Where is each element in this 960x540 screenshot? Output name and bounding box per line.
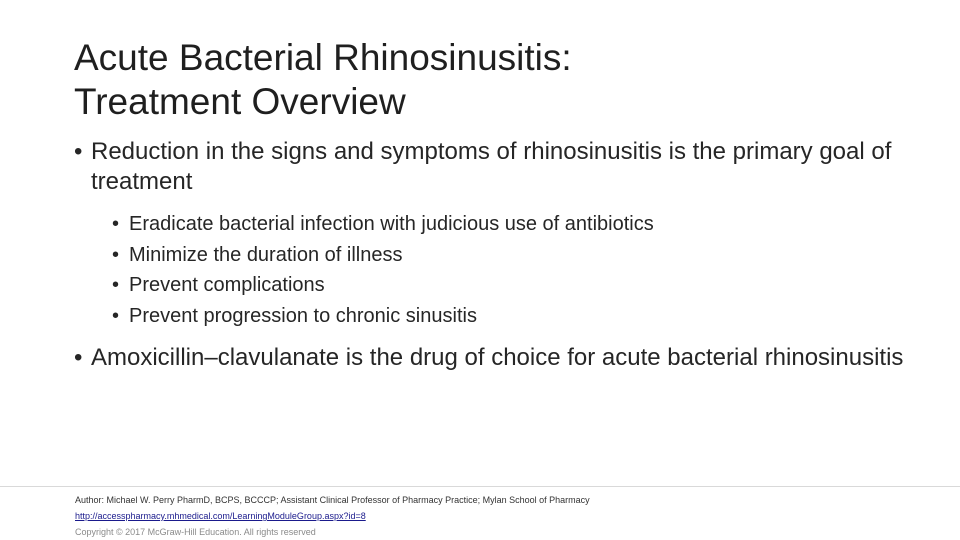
bullet-icon: •	[112, 274, 120, 296]
bullet-text: Amoxicillin–clavulanate is the drug of choice for acute bacterial rhinosinusitis	[91, 344, 904, 371]
sub-bullet-item	[112, 209, 914, 240]
footer-author: Author: Michael W. Perry PharmD, BCPS, BCCCP; Assistant Clinical Professor of Pharmacy Practice; Mylan School of Pharmacy	[75, 495, 590, 505]
footer-divider	[0, 486, 960, 487]
bullet-icon: •	[74, 138, 83, 165]
sub-bullet-item	[112, 270, 914, 301]
bullet-list	[74, 137, 914, 373]
footer-copyright: Copyright © 2017 McGraw-Hill Education. All rights reserved	[75, 527, 316, 537]
slide-title-line-1: Acute Bacterial Rhinosinusitis:	[74, 37, 572, 78]
sub-bullet-item	[112, 240, 914, 271]
sub-bullet-text: Prevent complications	[129, 274, 325, 296]
bullet-icon: •	[74, 344, 83, 371]
bullet-icon: •	[112, 213, 120, 235]
slide-title	[74, 36, 572, 124]
bullet-icon: •	[112, 304, 120, 327]
footer-link[interactable]: http://accesspharmacy.mhmedical.com/LearningModuleGroup.aspx?id=8	[75, 511, 366, 521]
sub-bullet-item	[112, 301, 914, 332]
sub-bullet-text: Prevent progression to chronic sinusitis	[129, 304, 477, 327]
sub-bullet-text: Eradicate bacterial infection with judicious use of antibiotics	[129, 213, 654, 235]
bullet-text: Reduction in the signs and symptoms of rhinosinusitis is the primary goal of treatment	[91, 138, 892, 195]
sub-bullet-list	[74, 209, 914, 331]
footer	[75, 492, 590, 540]
bullet-icon: •	[112, 243, 120, 266]
slide-title-line-2: Treatment Overview	[74, 81, 406, 122]
bullet-item	[74, 137, 914, 197]
sub-bullet-text: Minimize the duration of illness	[129, 243, 403, 266]
bullet-item	[74, 343, 914, 373]
